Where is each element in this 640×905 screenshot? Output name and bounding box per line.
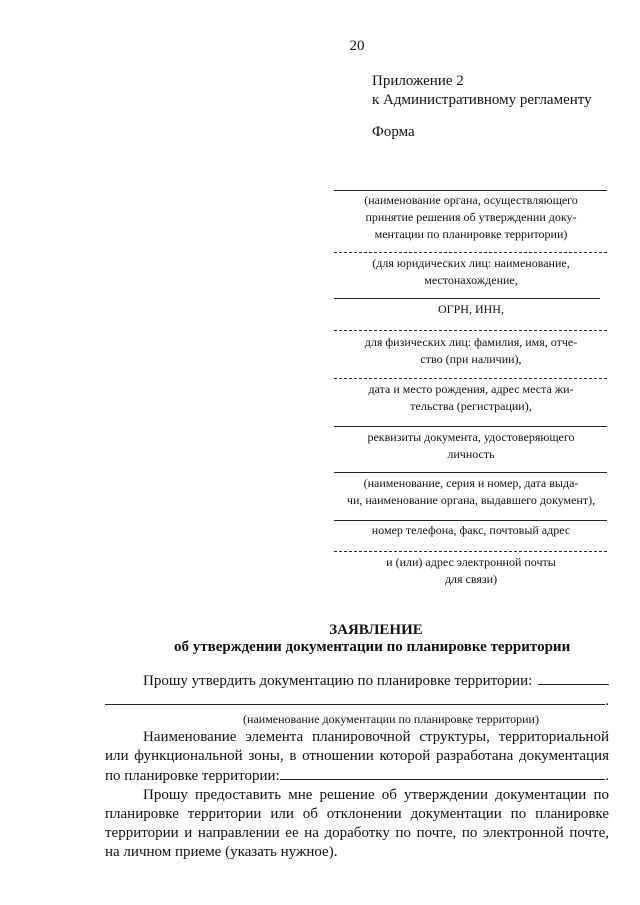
- field-caption-individual-name: для физических лиц: фамилия, имя, отче- ство (при наличии),: [364, 335, 578, 366]
- application-body: [105, 671, 609, 862]
- documentation-name-input-2[interactable]: [105, 691, 605, 705]
- field-line-document-details[interactable]: [334, 472, 607, 473]
- form-label: Форма: [372, 124, 415, 140]
- appendix-line-2: к Административному регламенту: [372, 92, 592, 108]
- title-line-1: ЗАЯВЛЕНИЕ: [329, 622, 423, 638]
- paragraph-2-line-3: по планировке территории: .: [105, 768, 609, 784]
- field-caption-authority: (наименование органа, осуществляющего принятие решения об утверждении доку- ментации по планировке территории): [364, 193, 578, 241]
- field-line-phone[interactable]: [334, 520, 607, 521]
- field-caption-phone: номер телефона, факс, почтовый адрес: [371, 523, 571, 537]
- appendix-block: [372, 72, 592, 110]
- paragraph-3-line-1: Прошу предоставить мне решение об утверждении документации по: [143, 787, 609, 803]
- paragraph-3-line-2: планировке территории или об отклонении документации по планировке: [105, 806, 609, 822]
- paragraph-3-line-4: на личном приеме (указать нужное).: [105, 844, 338, 860]
- field-caption-birth-address: дата и место рождения, адрес места жи- тельства (регистрации),: [368, 382, 574, 413]
- paragraph-2-line-1: Наименование элемента планировочной структуры, территориальной: [143, 729, 609, 745]
- field-line-individual-name[interactable]: [334, 330, 607, 331]
- field-caption-ogrn-inn: ОГРН, ИНН,: [438, 302, 504, 316]
- field-caption-email: и (или) адрес электронной почты для связи): [386, 555, 556, 586]
- field-line-birth-address[interactable]: [334, 378, 607, 379]
- planning-element-input[interactable]: [280, 766, 606, 780]
- field-line-authority[interactable]: [334, 190, 607, 191]
- documentation-name-caption: (наименование документации по планировке территории): [243, 712, 539, 726]
- field-line-id-document[interactable]: [334, 426, 607, 427]
- field-caption-legal-entity: (для юридических лиц: наименование, местонахождение,: [372, 256, 570, 287]
- document-subtitle: об утверждении документации по планировке территории: [174, 639, 571, 655]
- field-line-legal-entity[interactable]: [334, 252, 607, 253]
- field-line-email[interactable]: [334, 551, 607, 552]
- paragraph-1-cont: .: [105, 691, 609, 711]
- paragraph-2-line-2: или функциональной зоны, в отношении которой разработана документация: [105, 748, 609, 764]
- paragraph-3-line-3: территории и направлении ее на доработку по почте, по электронной почте,: [105, 825, 609, 841]
- appendix-line-1: Приложение 2: [372, 73, 464, 89]
- field-caption-document-details: (наименование, серия и номер, дата выда- чи, наименование органа, выдавшего документ),: [346, 476, 596, 507]
- paragraph-1: Прошу утвердить документацию по планировке территории:: [105, 671, 609, 691]
- field-line-ogrn-inn[interactable]: [334, 298, 600, 299]
- documentation-name-input-1[interactable]: [538, 671, 609, 685]
- field-caption-id-document: реквизиты документа, удостоверяющего личность: [367, 430, 575, 461]
- page-number: 20: [349, 38, 365, 54]
